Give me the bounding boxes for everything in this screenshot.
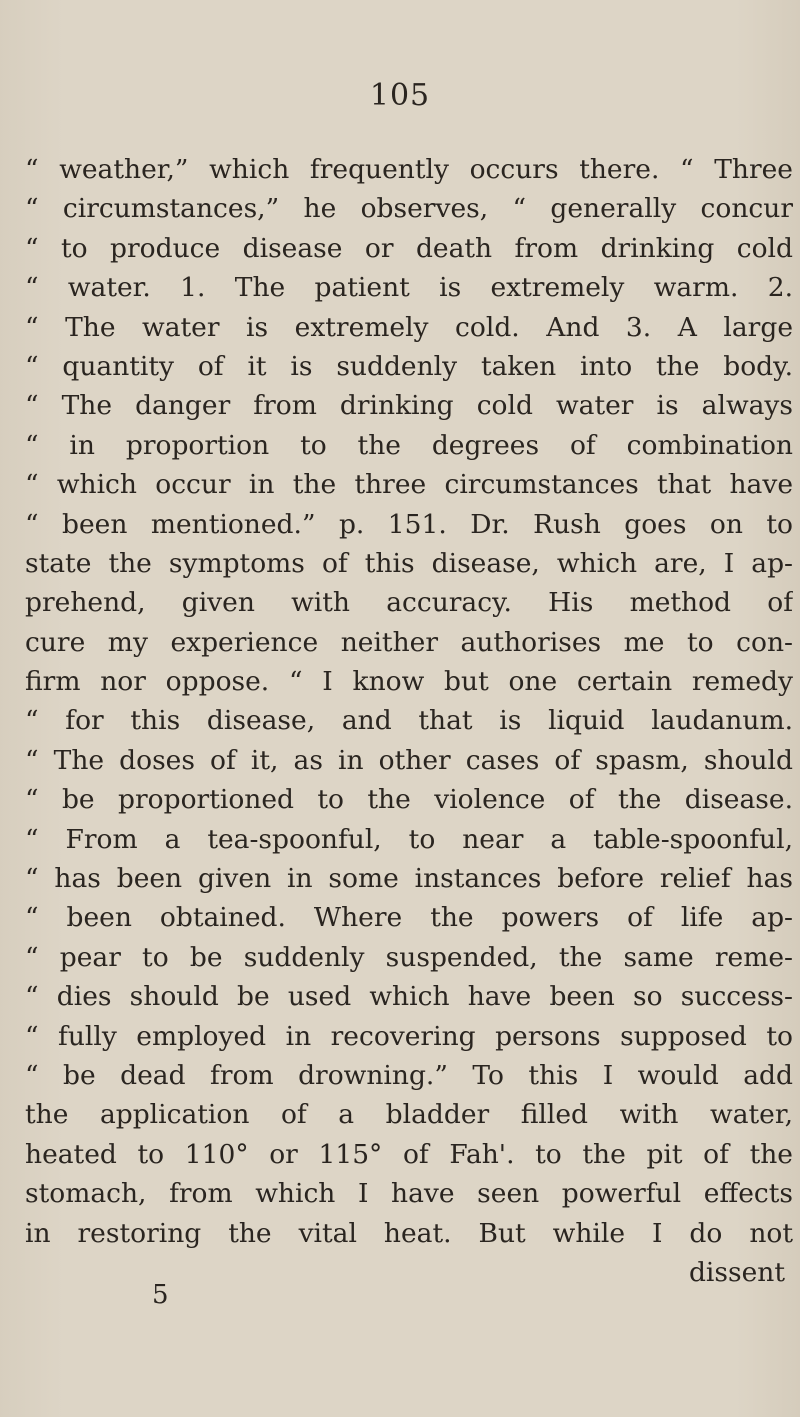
text-line: in restoring the vital heat. But while I do not <box>25 1217 793 1249</box>
text-line: “ been mentioned.” p. 151. Dr. Rush goes on to <box>25 508 793 540</box>
body-text <box>25 150 793 1292</box>
text-line: state the symptoms of this disease, which are, I ap- <box>25 547 793 579</box>
text-line: “ water. 1. The patient is extremely warm. 2. <box>25 272 793 304</box>
page-number: 105 <box>369 78 431 113</box>
text-line: “ fully employed in recovering persons supposed to <box>25 1020 793 1052</box>
text-line: “ which occur in the three circumstances that have <box>25 469 793 501</box>
text-line: “ weather,” which frequently occurs there. “ Three <box>25 154 793 185</box>
text-line: prehend, given with accuracy. His method of <box>25 587 793 619</box>
text-line: “ in proportion to the degrees of combination <box>25 429 793 461</box>
text-line: “ be proportioned to the violence of the disease. <box>25 784 793 816</box>
text-line: “ The water is extremely cold. And 3. A large <box>25 311 793 343</box>
text-line: “ be dead from drowning.” To this I would add <box>25 1059 793 1091</box>
text-line: “ The danger from drinking cold water is always <box>25 390 793 422</box>
text-line: “ has been given in some instances before relief has <box>25 863 793 895</box>
text-line: “ quantity of it is suddenly taken into the body. <box>25 350 793 382</box>
text-line: “ pear to be suddenly suspended, the same reme- <box>25 941 793 973</box>
text-line: “ From a tea-spoonful, to near a table-spoonful, <box>25 823 793 855</box>
text-line: “ The doses of it, as in other cases of spasm, should <box>25 744 793 776</box>
text-line: the application of a bladder filled with water, <box>25 1099 793 1131</box>
text-line: “ for this disease, and that is liquid laudanum. <box>25 705 793 737</box>
text-line: “ circumstances,” he observes, “ generally concur <box>25 193 793 225</box>
text-line: “ been obtained. Where the powers of life ap- <box>25 902 793 934</box>
text-line: “ to produce disease or death from drinking cold <box>25 232 793 264</box>
text-line: cure my experience neither authorises me to con- <box>25 626 793 658</box>
text-line: heated to 110° or 115° of Fah'. to the pit of the <box>25 1138 793 1170</box>
catchword: dissent <box>688 1256 785 1288</box>
text-line: stomach, from which I have seen powerful effects <box>25 1178 793 1210</box>
text-line: “ dies should be used which have been so success- <box>25 981 793 1013</box>
signature-mark: 5 <box>152 1280 169 1310</box>
text-line: firm nor oppose. “ I know but one certain remedy <box>25 666 793 698</box>
